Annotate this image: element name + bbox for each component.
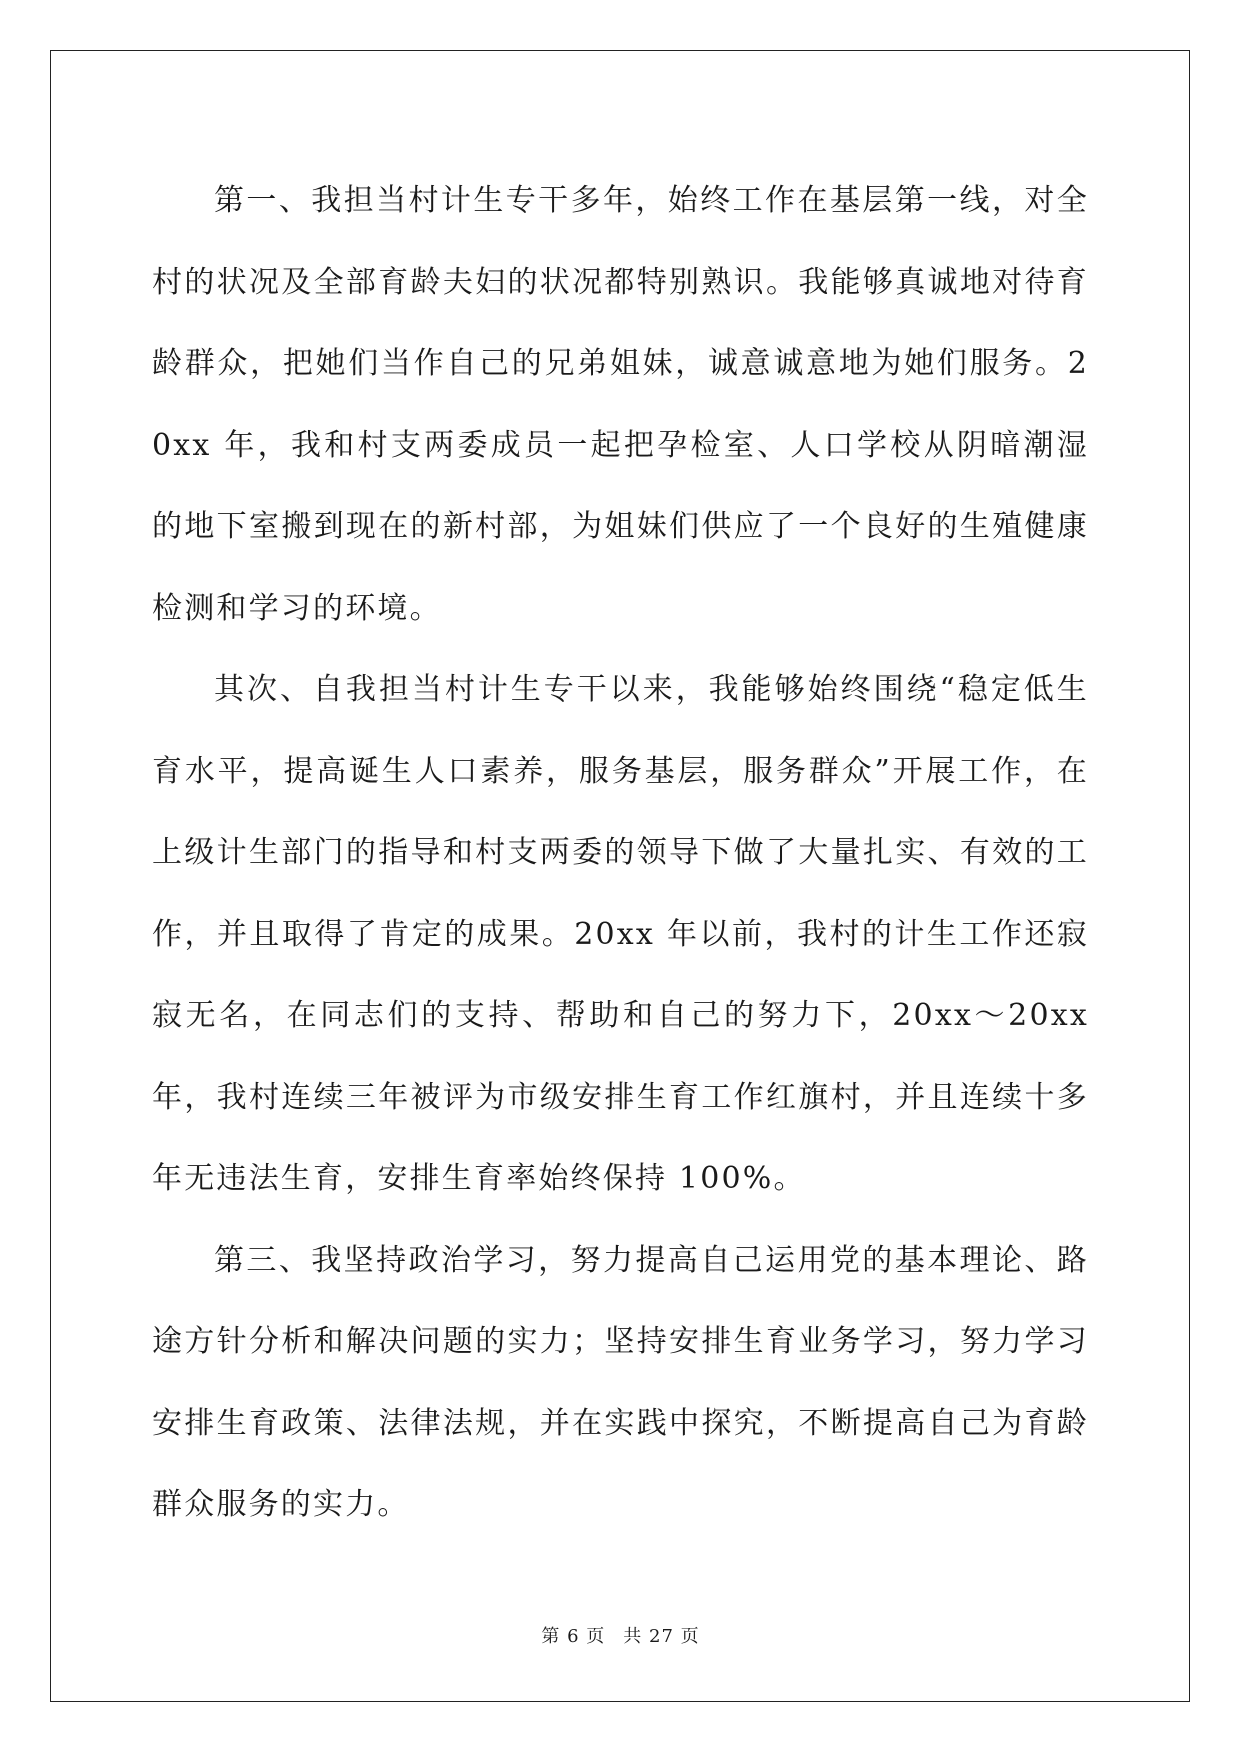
page-number: 第 6 页 [541, 1626, 606, 1647]
document-body [152, 160, 1089, 1546]
paragraph-3: 第三、我坚持政治学习，努力提高自己运用党的基本理论、路途方针分析和解决问题的实力；坚持安排生育业务学习，努力学习安排生育政策、法律法规，并在实践中探究，不断提高自己为育龄群众服务的实力。 [152, 1242, 1089, 1522]
page-footer [0, 1622, 1241, 1648]
paragraph-1: 第一、我担当村计生专干多年，始终工作在基层第一线，对全村的状况及全部育龄夫妇的状况都特别熟识。我能够真诚地对待育龄群众，把她们当作自己的兄弟姐妹，诚意诚意地为她们服务。20xx 年，我和村支两委成员一起把孕检室、人口学校从阴暗潮湿的地下室搬到现在的新村部，为姐妹们供应了一个良好的生殖健康检测和学习的环境。 [152, 183, 1089, 626]
paragraph-2: 其次、自我担当村计生专干以来，我能够始终围绕“稳定低生育水平，提高诞生人口素养，服务基层，服务群众”开展工作，在上级计生部门的指导和村支两委的领导下做了大量扎实、有效的工作，并且取得了肯定的成果。20xx 年以前，我村的计生工作还寂寂无名，在同志们的支持、帮助和自己的努力下，20xx～20xx 年，我村连续三年被评为市级安排生育工作红旗村，并且连续十多年无违法生育，安排生育率始终保持 100%。 [152, 672, 1089, 1196]
page-total: 共 27 页 [623, 1626, 700, 1647]
